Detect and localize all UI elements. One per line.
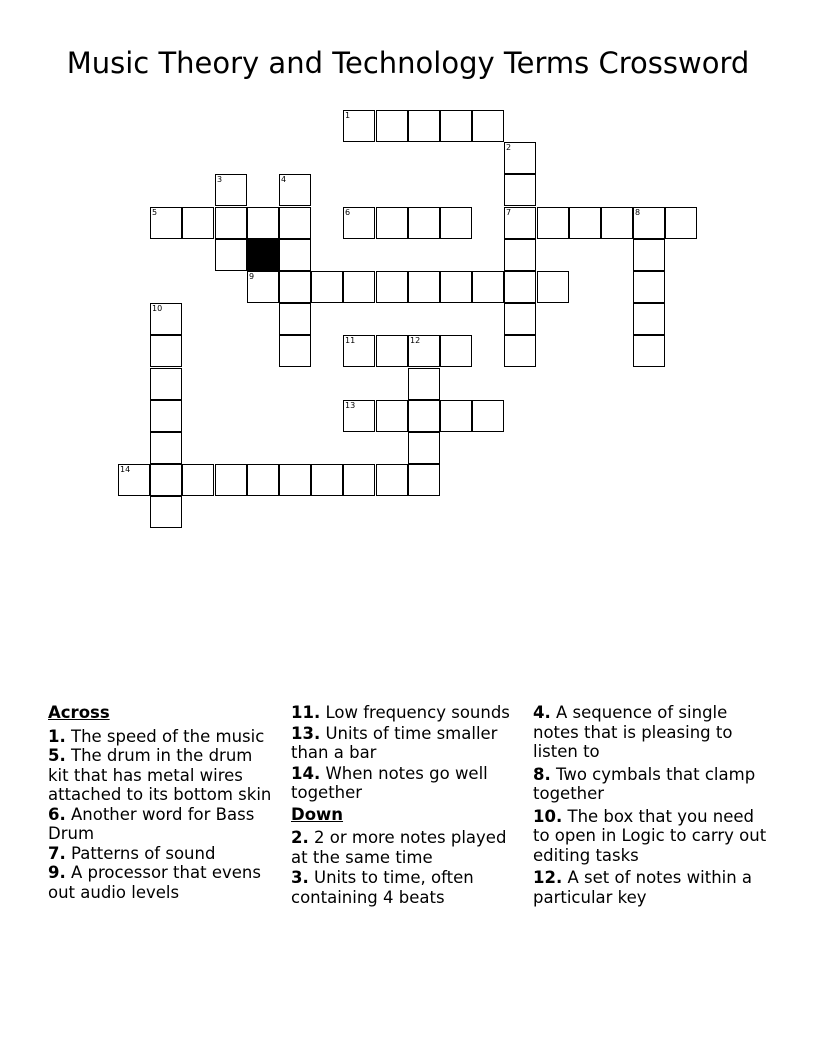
clue-text: Patterns of sound <box>71 843 216 863</box>
grid-cell[interactable] <box>440 110 472 142</box>
grid-cell[interactable] <box>376 110 408 142</box>
grid-cell[interactable] <box>472 110 504 142</box>
grid-cell[interactable] <box>215 207 247 239</box>
grid-cell[interactable] <box>215 464 247 496</box>
clue-number: 9. <box>48 863 66 882</box>
grid-cell[interactable] <box>343 271 375 303</box>
clue-down-8 <box>533 765 768 804</box>
grid-cell[interactable] <box>376 400 408 432</box>
clue-number-label: 11 <box>345 336 356 345</box>
clue-number-label: 12 <box>410 336 421 345</box>
grid-cell[interactable] <box>504 239 536 271</box>
grid-cell[interactable] <box>343 464 375 496</box>
clue-text: A processor that evens out audio levels <box>48 863 261 902</box>
grid-cell[interactable] <box>504 142 536 174</box>
grid-cell[interactable] <box>537 207 569 239</box>
clue-number: 1. <box>48 726 66 746</box>
grid-cell[interactable] <box>376 335 408 367</box>
grid-cell[interactable] <box>504 335 536 367</box>
clue-text: The drum in the drum kit that has metal wires attached to its bottom skin <box>48 746 272 804</box>
clue-number: 14. <box>291 763 321 783</box>
grid-cell[interactable] <box>504 271 536 303</box>
grid-cell[interactable] <box>633 239 665 271</box>
grid-cell[interactable] <box>408 400 440 432</box>
clue-number: 3. <box>291 868 309 887</box>
grid-cell[interactable] <box>408 432 440 464</box>
clue-text: A set of notes within a particular key <box>533 868 753 907</box>
grid-cell[interactable] <box>279 335 311 367</box>
grid-cell[interactable] <box>279 174 311 206</box>
grid-cell[interactable] <box>247 271 279 303</box>
clue-text: Another word for Bass Drum <box>48 804 255 843</box>
clue-number-label: 14 <box>120 465 131 474</box>
clue-number: 13. <box>291 723 321 743</box>
grid-cell[interactable] <box>343 335 375 367</box>
grid-cell[interactable] <box>504 303 536 335</box>
clue-number: 6. <box>48 804 66 824</box>
grid-cell[interactable] <box>376 271 408 303</box>
clue-number: 7. <box>48 843 66 863</box>
clue-across-5 <box>48 746 273 805</box>
grid-cell[interactable] <box>279 239 311 271</box>
grid-cell[interactable] <box>150 335 182 367</box>
grid-cell[interactable] <box>408 207 440 239</box>
grid-cell[interactable] <box>150 432 182 464</box>
grid-cell[interactable] <box>665 207 697 239</box>
clue-across-13 <box>291 724 521 763</box>
grid-cell[interactable] <box>182 464 214 496</box>
clue-number-label: 2 <box>506 143 512 152</box>
clue-across-11 <box>291 703 521 723</box>
grid-cell[interactable] <box>343 110 375 142</box>
grid-cell[interactable] <box>601 207 633 239</box>
grid-cell[interactable] <box>279 303 311 335</box>
grid-cell[interactable] <box>472 271 504 303</box>
clue-number-label: 4 <box>281 175 287 184</box>
clue-down-4 <box>533 703 768 762</box>
clue-text: Low frequency sounds <box>325 703 510 722</box>
grid-cell[interactable] <box>472 400 504 432</box>
grid-cell[interactable] <box>408 271 440 303</box>
clue-number-label: 13 <box>345 401 356 410</box>
clue-text: A sequence of single notes that is pleasing to listen to <box>533 703 733 761</box>
clue-across-6 <box>48 805 273 844</box>
grid-cell[interactable] <box>247 464 279 496</box>
grid-cell[interactable] <box>440 400 472 432</box>
clue-across-9 <box>48 863 273 902</box>
across-heading: Across <box>48 703 110 722</box>
clue-number: 8. <box>533 764 551 784</box>
grid-cell[interactable] <box>633 335 665 367</box>
grid-cell[interactable] <box>118 464 150 496</box>
clue-down-12 <box>533 868 768 907</box>
grid-cell[interactable] <box>150 400 182 432</box>
grid-cell[interactable] <box>311 271 343 303</box>
clue-across-7 <box>48 844 273 864</box>
grid-cell[interactable] <box>376 207 408 239</box>
clue-text: The box that you need to open in Logic to carry out editing tasks <box>533 806 767 865</box>
grid-cell[interactable] <box>504 207 536 239</box>
clue-number: 5. <box>48 746 66 765</box>
grid-cell[interactable] <box>440 335 472 367</box>
grid-cell[interactable] <box>182 207 214 239</box>
grid-cell[interactable] <box>279 207 311 239</box>
grid-cell[interactable] <box>408 368 440 400</box>
clue-number: 11. <box>291 703 321 722</box>
clue-text: The speed of the music <box>71 726 265 746</box>
clue-text: 2 or more notes played at the same time <box>291 828 507 867</box>
clue-number-label: 9 <box>249 272 255 281</box>
clue-text: Units to time, often containing 4 beats <box>291 868 474 907</box>
clue-text: When notes go well together <box>291 763 488 802</box>
grid-cell[interactable] <box>215 174 247 206</box>
clue-number-label: 7 <box>506 208 512 217</box>
grid-cell[interactable] <box>150 464 182 496</box>
clue-number: 2. <box>291 828 309 847</box>
grid-cell[interactable] <box>408 335 440 367</box>
clue-number: 12. <box>533 868 563 887</box>
clue-number-label: 10 <box>152 304 163 313</box>
clue-number: 10. <box>533 806 563 826</box>
grid-cell[interactable] <box>569 207 601 239</box>
grid-cell[interactable] <box>150 368 182 400</box>
grid-cell[interactable] <box>247 207 279 239</box>
grid-cell[interactable] <box>408 464 440 496</box>
clue-column-2 <box>291 703 521 908</box>
grid-cell[interactable] <box>215 239 247 271</box>
down-heading: Down <box>291 804 344 824</box>
clue-across-14 <box>291 764 521 803</box>
clue-text: Two cymbals that clamp together <box>533 764 756 803</box>
black-square <box>247 239 279 271</box>
clue-number: 4. <box>533 703 551 722</box>
clue-down-10 <box>533 807 768 866</box>
grid-cell[interactable] <box>408 110 440 142</box>
grid-cell[interactable] <box>440 207 472 239</box>
clue-across-1 <box>48 727 273 747</box>
grid-cell[interactable] <box>343 400 375 432</box>
clue-number-label: 1 <box>345 111 351 120</box>
grid-cell[interactable] <box>504 174 536 206</box>
clue-number-label: 5 <box>152 208 158 217</box>
clue-number-label: 3 <box>217 175 223 184</box>
grid-cell[interactable] <box>633 303 665 335</box>
grid-cell[interactable] <box>150 303 182 335</box>
grid-cell[interactable] <box>633 207 665 239</box>
grid-cell[interactable] <box>311 464 343 496</box>
grid-cell[interactable] <box>279 464 311 496</box>
clue-down-2 <box>291 828 521 867</box>
clue-column-3 <box>533 703 768 910</box>
clue-number-label: 6 <box>345 208 351 217</box>
puzzle-title: Music Theory and Technology Terms Crossword <box>66 46 750 80</box>
grid-cell[interactable] <box>150 207 182 239</box>
clue-down-3 <box>291 868 521 907</box>
grid-cell[interactable] <box>376 464 408 496</box>
grid-cell[interactable] <box>279 271 311 303</box>
grid-cell[interactable] <box>150 496 182 528</box>
grid-cell[interactable] <box>440 271 472 303</box>
grid-cell[interactable] <box>343 207 375 239</box>
clue-text: Units of time smaller than a bar <box>291 723 498 762</box>
clue-number-label: 8 <box>635 208 641 217</box>
grid-cell[interactable] <box>633 271 665 303</box>
grid-cell[interactable] <box>537 271 569 303</box>
clue-column-1 <box>48 703 273 902</box>
